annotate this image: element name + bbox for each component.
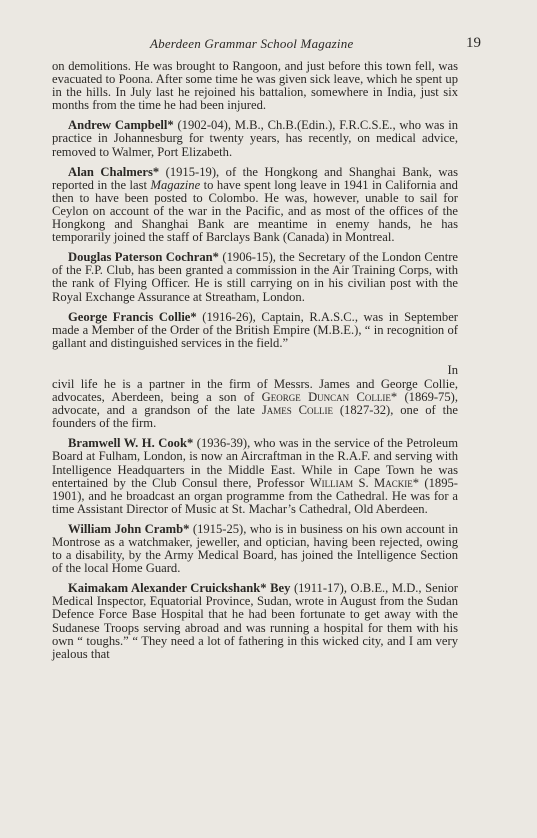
- paragraph-text: * (1895-1901), and he broadcast an organ programme from the Cathedral. He was for a time Assistant Director of Music at St. Machar’s Cathedral, Old Aberdeen.: [52, 475, 458, 516]
- page-number: 19: [466, 35, 481, 51]
- paragraph-text: (1915-19), of the Hongkong and Shanghai Bank, was reported in the last: [52, 164, 458, 192]
- magazine-reference: Magazine: [150, 177, 201, 192]
- paragraph-text: (1915-25), who is in business on his own account in Montrose as a watchmaker, jeweller, and optician, having been rejected, owing to a disability, by the Army Medical Board, has joined the Intelligence Section of the local Home Guard.: [52, 521, 458, 576]
- paragraph-collie: [52, 311, 458, 350]
- running-header: [52, 35, 481, 56]
- paragraph-cramb: [52, 523, 458, 575]
- person-name: William John Cramb*: [68, 521, 190, 536]
- person-name: Kaimakam Alexander Cruickshank* Bey: [68, 581, 291, 596]
- paragraph-text: (1936-39), who was in the service of the Petroleum Board at Fulham, London, is now an Aircraftman in the R.A.F. and serving with Intelligence Headquarters in the Middle East. While in Cape Town he was entertained by the Club Consul there, Professor: [52, 436, 458, 490]
- paragraph-text: (1827-32), one of the founders of the firm.: [52, 403, 458, 431]
- paragraph-text: (1916-26), Captain, R.A.S.C., was in September made a Member of the Order of the British Empire (M.B.E.), “ in recognition of gallant and distinguished services in the field.”: [52, 309, 458, 350]
- paragraph-campbell: [52, 119, 458, 158]
- stray-word: In: [447, 362, 458, 377]
- paragraph-cochran: [52, 251, 458, 303]
- paragraph-text: civil life he is a partner in the firm of Messrs. James and George Collie, advocates, Aberdeen, being a son of: [52, 376, 458, 405]
- person-name: Alan Chalmers*: [68, 164, 160, 179]
- paragraph-text: * (1869-75), advocate, and a grandson of the late: [52, 390, 458, 418]
- journal-title: Aberdeen Grammar School Magazine: [150, 36, 354, 51]
- paragraph-text: (1911-17), O.B.E., M.D., Senior Medical Inspector, Equatorial Province, Sudan, wrote in August from the Sudan Defence Force Base Hospital that he had been fortunate to get away with the Sudanese Troops serving abroad and was running a hospital for them with his own “ toughs.” “ They need a lot of fathering in this wicked city, and I am very jealous that: [52, 581, 458, 661]
- paragraph-cook: [52, 437, 458, 516]
- article-body: [52, 60, 458, 661]
- person-name: Bramwell W. H. Cook*: [68, 436, 194, 451]
- person-name: Douglas Paterson Cochran*: [68, 250, 219, 265]
- person-name-smallcaps: James Collie: [261, 403, 334, 418]
- paragraph-text: (1906-15), the Secretary of the London Centre of the F.P. Club, has been granted a commission in the Air Training Corps, with the rank of Flying Officer. He is still carrying on in his civilian post with the Royal Exchange Assurance at Streatham, London.: [52, 250, 458, 304]
- paragraph-text: (1902-04), M.B., Ch.B.(Edin.), F.R.C.S.E., who was in practice in Johannesburg for twenty years, has recently, on medical advice, removed to Walmer, Port Elizabeth.: [52, 118, 458, 159]
- person-name-smallcaps: George Duncan Collie: [261, 390, 391, 405]
- paragraph-collie-continued: [52, 378, 458, 430]
- paragraph-chalmers: [52, 166, 458, 245]
- paragraph-cruickshank: [52, 582, 458, 661]
- person-name: Andrew Campbell*: [68, 118, 174, 133]
- paragraph-continuation: on demolitions. He was brought to Rangoon, and just before this town fell, was evacuated to Poona. After some time he was given sick leave, which he spent up in the hills. In July last he rejoined his battalion, somewhere in India, just six months from the time he had been injured.: [52, 59, 458, 113]
- person-name: George Francis Collie*: [68, 309, 197, 324]
- person-name-smallcaps: William S. Mackie: [309, 475, 413, 490]
- paragraph-text: to have spent long leave in 1941 in California and then to have been posted to Colombo. He was, however, unable to sail for Ceylon on account of the war in the Pacific, and as most of the offices of the Hongkong and Shanghai Bank are meantime in enemy hands, he has temporarily joined the staff of Barclays Bank (Canada) in Montreal.: [52, 177, 458, 245]
